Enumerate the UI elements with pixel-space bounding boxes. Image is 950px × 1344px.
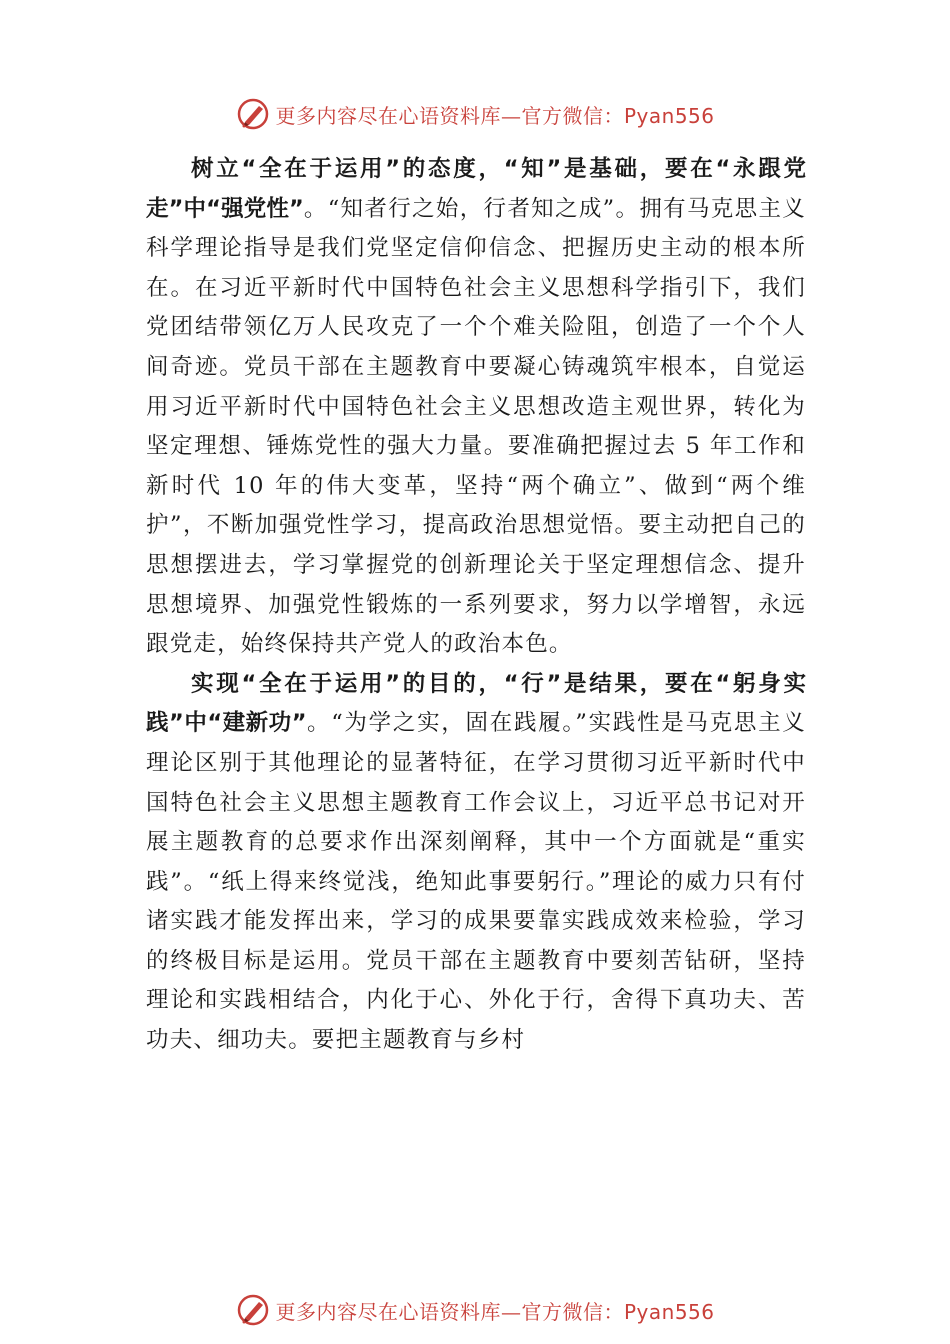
document-body bbox=[146, 150, 806, 1061]
pen-logo-icon bbox=[235, 96, 271, 132]
paragraph-1-body: 。“知者行之始，行者知之成”。拥有马克思主义科学理论指导是我们党坚定信仰信念、把握历史主动的根本所在。在习近平新时代中国特色社会主义思想科学指引下，我们党团结带领亿万人民攻克了一个个难关险阻，创造了一个个人间奇迹。党员干部在主题教育中要凝心铸魂筑牢根本，自觉运用习近平新时代中国特色社会主义思想改造主观世界，转化为坚定理想、锤炼党性的强大力量。要准确把握过去 5 年工作和新时代 10 年的伟大变革，坚持“两个确立”、做到“两个维护”，不断加强党性学习，提高政治思想觉悟。要主动把自己的思想摆进去，学习掌握党的创新理论关于坚定理想信念、提升思想境界、加强党性锻炼的一系列要求，努力以学增智，永远跟党走，始终保持共产党人的政治本色。 bbox=[146, 195, 806, 658]
paragraph-2-heading: 实现“全在于运用”的目的，“行”是结果，要在“躬身实践”中“建新功” bbox=[146, 670, 806, 737]
banner-text: 更多内容尽在心语资料库—官方微信：Pyan556 bbox=[275, 1299, 715, 1324]
banner-text: 更多内容尽在心语资料库—官方微信：Pyan556 bbox=[275, 103, 715, 128]
footer-banner bbox=[0, 1290, 950, 1330]
header-banner bbox=[0, 94, 950, 134]
pen-logo-icon bbox=[235, 1292, 271, 1328]
wechat-id: Pyan556 bbox=[623, 1299, 715, 1324]
wechat-id: Pyan556 bbox=[623, 103, 715, 128]
paragraph-1-heading: 树立“全在于运用”的态度，“知”是基础，要在“永跟党走”中“强党性” bbox=[146, 156, 806, 222]
paragraph-2-body: 。“为学之实，固在践履。”实践性是马克思主义理论区别于其他理论的显著特征，在学习贯彻习近平新时代中国特色社会主义思想主题教育工作会议上，习近平总书记对开展主题教育的总要求作出深刻阐释，其中一个方面就是“重实践”。“纸上得来终觉浅，绝知此事要躬行。”理论的威力只有付诸实践才能发挥出来，学习的成果要靠实践成效来检验，学习的终极目标是运用。党员干部在主题教育中要刻苦钻研，坚持理论和实践相结合，内化于心、外化于行，舍得下真功夫、苦功夫、细功夫。要把主题教育与乡村 bbox=[146, 710, 806, 1054]
paragraph-1 bbox=[146, 150, 806, 665]
paragraph-2 bbox=[146, 665, 806, 1061]
